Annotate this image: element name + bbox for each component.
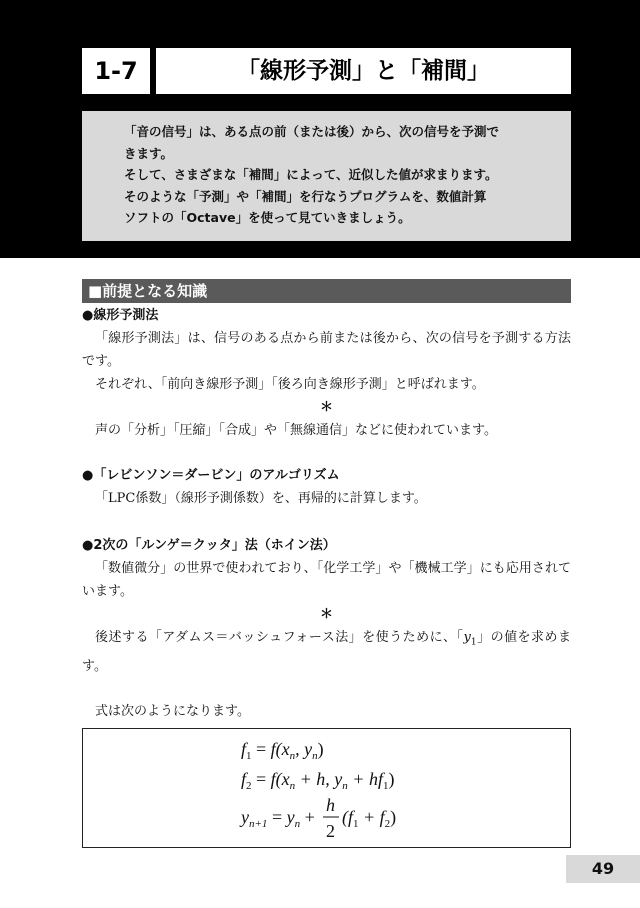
- formula-box: [82, 728, 571, 848]
- subheading-linear-prediction: ●線形予測法: [82, 308, 159, 323]
- paragraph: 「LPC係数」（線形予測係数）を、再帰的に計算します。: [95, 491, 427, 506]
- paragraph: 声の「分析」「圧縮」「合成」や「無線通信」などに使われています。: [95, 423, 497, 438]
- spacer: [82, 442, 571, 464]
- section-title: 「線形予測」と「補間」: [156, 48, 571, 94]
- math-variable: y: [463, 630, 471, 645]
- intro-line: ソフトの「Octave」を使って見ていきましょう。: [124, 210, 411, 225]
- separator-star: ＊: [319, 400, 333, 415]
- page-number: 49: [566, 855, 640, 883]
- formula-3-right: $(f_1 + f_2)$: [342, 807, 397, 830]
- fraction-numerator: h: [326, 795, 335, 815]
- formula-svg: [83, 729, 572, 849]
- intro-line: 「音の信号」は、ある点の前（または後）から、次の信号を予測で: [124, 124, 500, 139]
- section-number: 1-7: [82, 48, 150, 94]
- intro-line: そして、さまざまな「補間」によって、近似した値が求まります。: [124, 167, 498, 182]
- text-run: 」の値を求めます。: [82, 630, 571, 674]
- intro-box: [82, 111, 571, 241]
- text-run: 後述する「アダムス＝バッシュフォース法」を使うために、「: [95, 630, 464, 645]
- paragraph: 「線形予測法」は、信号のある点から前または後から、次の信号を予測する方法です。: [82, 331, 571, 369]
- subheading-levinson-durbin: ●「レビンソン＝ダービン」のアルゴリズム: [82, 468, 340, 483]
- section-heading-bar: ■前提となる知識: [82, 279, 571, 303]
- math-subscript: 1: [470, 637, 477, 648]
- separator-star: ＊: [319, 607, 333, 622]
- paragraph: 式は次のようになります。: [95, 703, 250, 719]
- body-content: [82, 304, 571, 723]
- spacer: [82, 678, 571, 700]
- intro-line: そのような「予測」や「補間」を行なうプログラムを、数値計算: [124, 188, 487, 204]
- fraction-denominator: 2: [326, 821, 335, 841]
- formula-2: $f_2 = f(x_n + h$, $y_n + hf_1$): [241, 769, 395, 792]
- subheading-runge-kutta: ●2次の「ルンゲ＝クッタ」法（ホイン法）: [82, 538, 336, 553]
- formula-3-left: $y_{n+1} = y_n$ +: [241, 807, 315, 830]
- intro-line: きます。: [124, 145, 174, 161]
- paragraph: [82, 626, 571, 678]
- paragraph: 「数値微分」の世界で使われており、「化学工学」や「機械工学」にも応用されています。: [82, 561, 571, 599]
- formula-1: $f_1 = f(x_n$, $y_n$): [241, 739, 324, 762]
- paragraph: それぞれ、「前向き線形予測」「後ろ向き線形予測」と呼ばれます。: [95, 377, 485, 392]
- spacer: [82, 510, 571, 534]
